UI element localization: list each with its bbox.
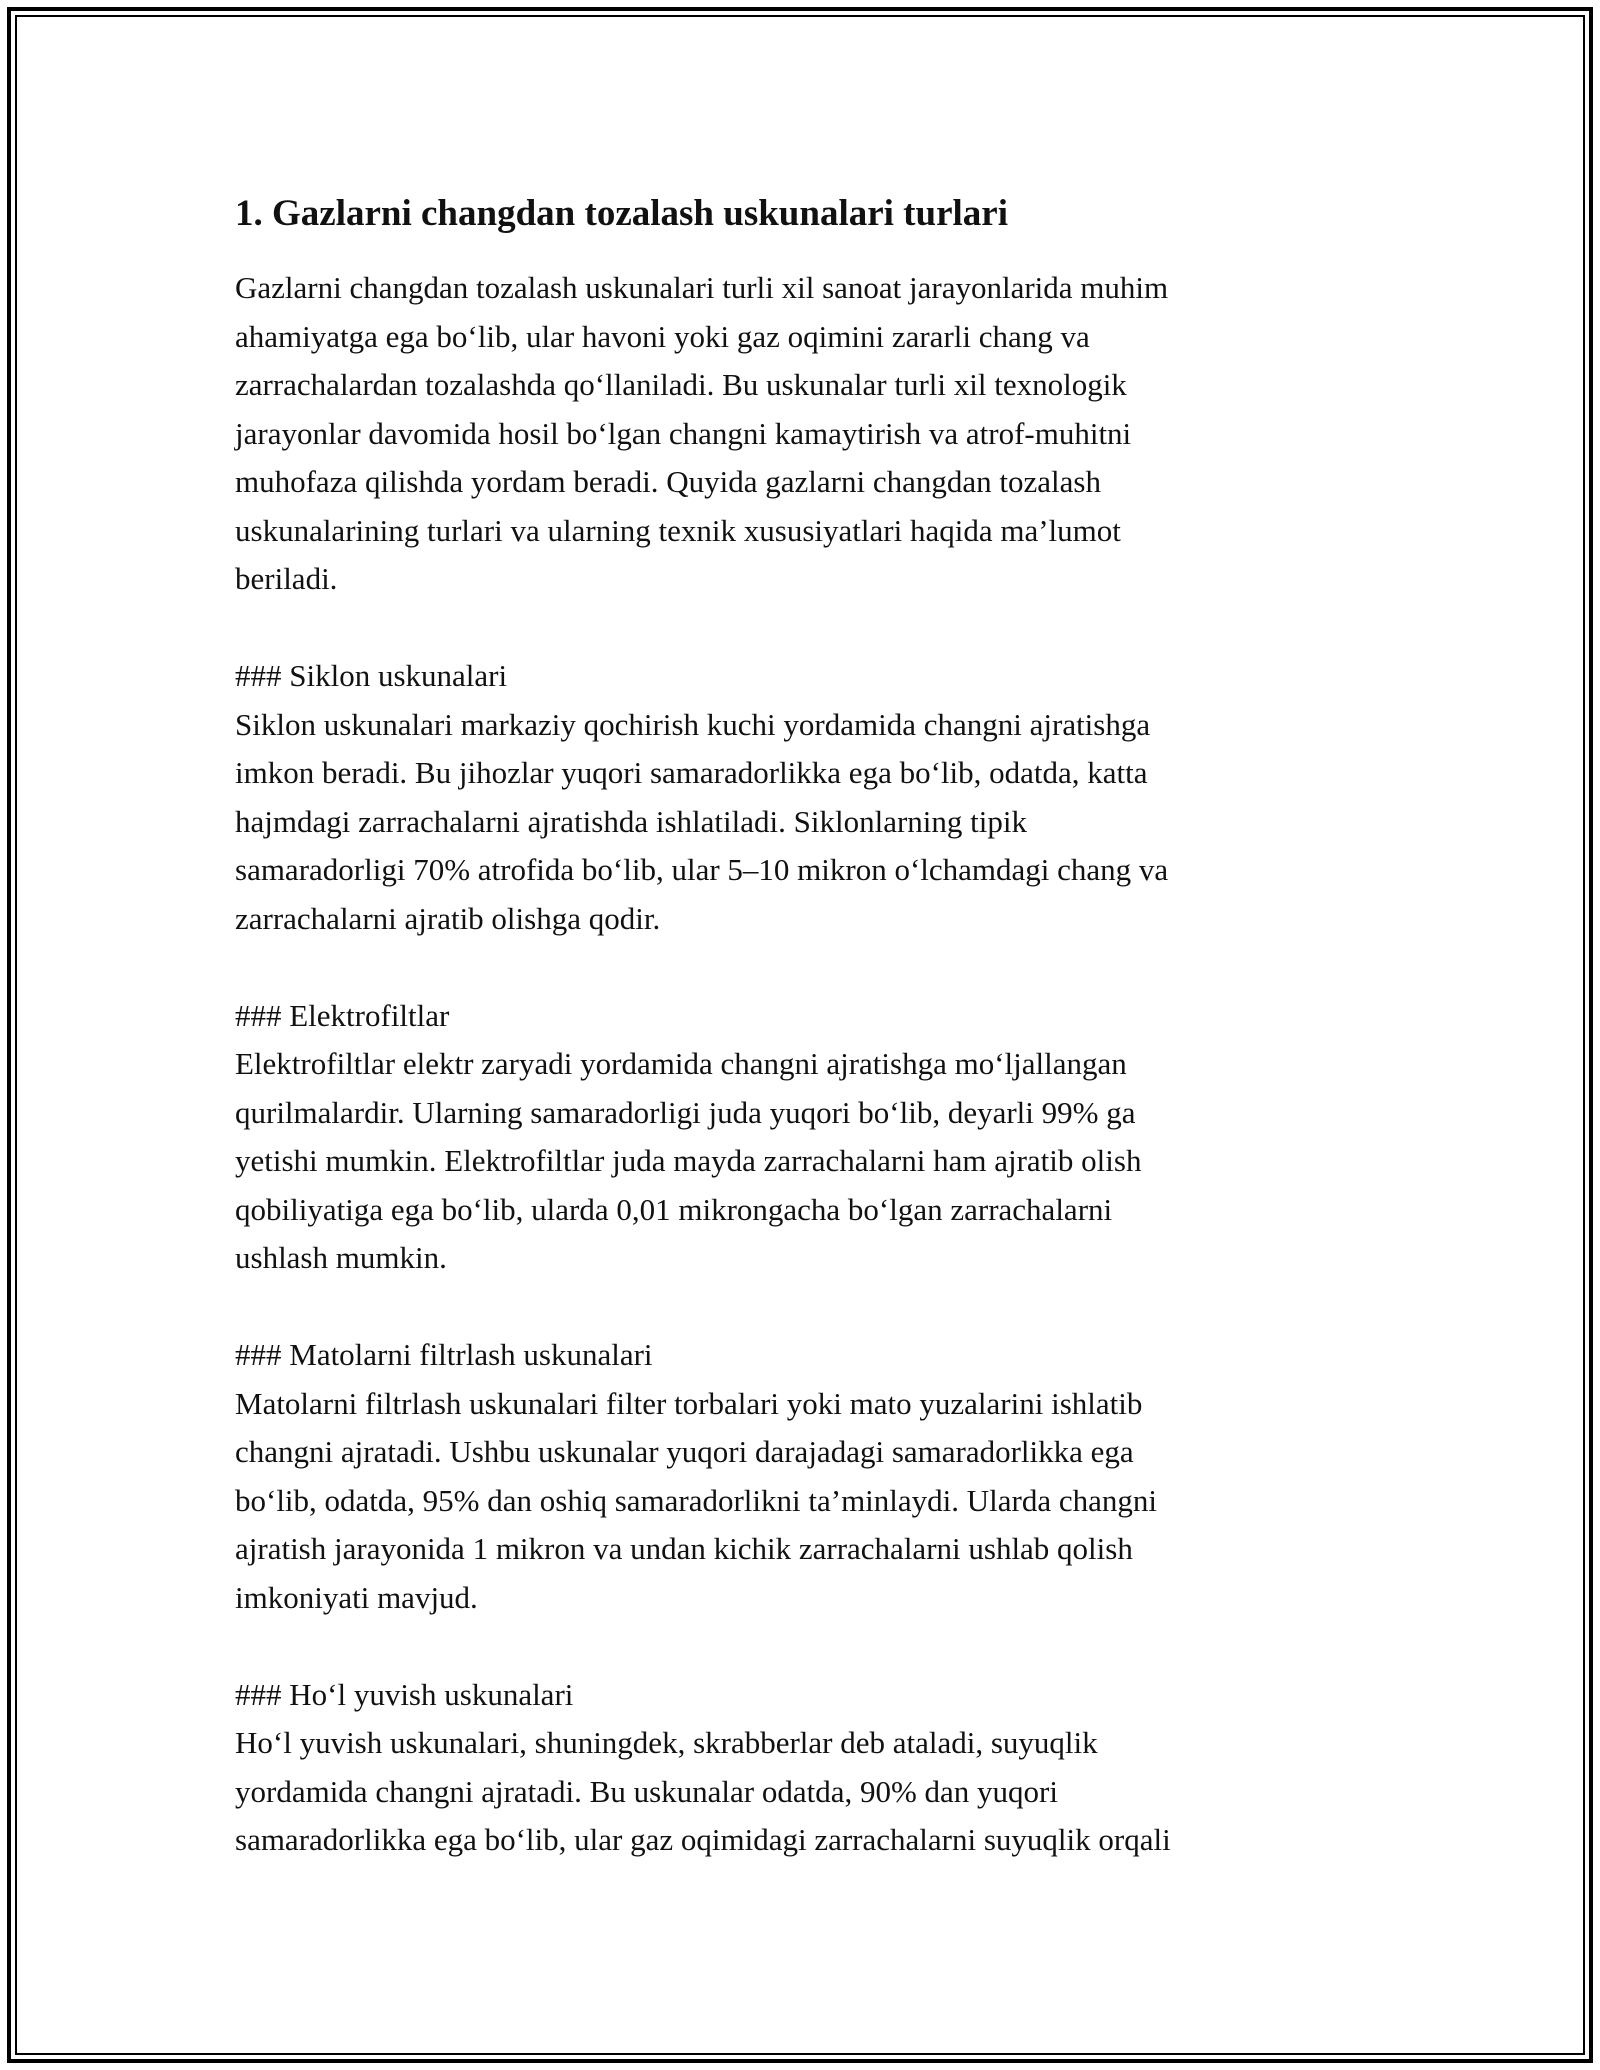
section-heading: ### Matolarni filtrlash uskunalari <box>235 1337 653 1372</box>
paragraph-line: qurilmalardir. Ularning samaradorligi juda yuqori bo‘lib, deyarli 99% ga <box>235 1094 1136 1130</box>
section-hol-yuvish <box>235 1671 1365 1865</box>
section-paragraph <box>235 1719 1365 1865</box>
paragraph-line: yordamida changni ajratadi. Bu uskunalar odatda, 90% dan yuqori <box>235 1773 1058 1809</box>
intro-paragraph <box>235 264 1365 604</box>
paragraph-line: Elektrofiltlar elektr zaryadi yordamida changni ajratishga mo‘ljallangan <box>235 1046 1127 1081</box>
section-heading: ### Siklon uskunalari <box>235 658 508 693</box>
section-matolarni-filtrlash <box>235 1331 1365 1622</box>
paragraph-line: Ho‘l yuvish uskunalari, shuningdek, skrabberlar deb ataladi, suyuqlik <box>235 1725 1098 1760</box>
paragraph-line: ushlash mumkin. <box>235 1240 447 1275</box>
paragraph-line: qobiliyatiga ega bo‘lib, ularda 0,01 mikrongacha bo‘lgan zarrachalarni <box>235 1191 1113 1227</box>
paragraph-line: uskunalarining turlari va ularning texnik xususiyatlari haqida ma’lumot <box>235 512 1121 548</box>
paragraph-line: Siklon uskunalari markaziy qochirish kuchi yordamida changni ajratishga <box>235 706 1151 742</box>
section-paragraph <box>235 1040 1365 1283</box>
section-paragraph <box>235 701 1365 944</box>
section-paragraph <box>235 1380 1365 1623</box>
section-siklon <box>235 652 1365 943</box>
paragraph-line: samaradorlikka ega bo‘lib, ular gaz oqimidagi zarrachalarni suyuqlik orqali <box>235 1822 1171 1857</box>
paragraph-line: Matolarni filtrlash uskunalari filter torbalari yoki mato yuzalarini ishlatib <box>235 1385 1143 1421</box>
paragraph-line: imkon beradi. Bu jihozlar yuqori samaradorlikka ega bo‘lib, odatda, katta <box>235 755 1148 790</box>
paragraph-line: zarrachalarni ajratib olishga qodir. <box>235 900 661 936</box>
paragraph-line: imkoniyati mavjud. <box>235 1579 478 1615</box>
paragraph-line: jarayonlar davomida hosil bo‘lgan changni kamaytirish va atrof-muhitni <box>235 415 1132 451</box>
section-heading: ### Elektrofiltlar <box>235 997 450 1033</box>
paragraph-line: yetishi mumkin. Elektrofiltlar juda mayda zarrachalarni ham ajratib olish <box>235 1143 1142 1178</box>
section-heading: ### Ho‘l yuvish uskunalari <box>235 1676 574 1712</box>
paragraph-line: changni ajratadi. Ushbu uskunalar yuqori darajadagi samaradorlikka ega <box>235 1434 1134 1469</box>
paragraph-line: ahamiyatga ega bo‘lib, ular havoni yoki gaz oqimini zararli chang va <box>235 318 1090 354</box>
paragraph-line: zarrachalardan tozalashda qo‘llaniladi. Bu uskunalar turli xil texnologik <box>235 367 1127 402</box>
section-elektrofiltlar <box>235 992 1365 1283</box>
document-body <box>235 190 1365 1865</box>
paragraph-line: ajratish jarayonida 1 mikron va undan kichik zarrachalarni ushlab qolish <box>235 1531 1133 1566</box>
paragraph-line: bo‘lib, odatda, 95% dan oshiq samaradorlikni ta’minlaydi. Ularda changni <box>235 1482 1158 1518</box>
paragraph-line: Gazlarni changdan tozalash uskunalari turli xil sanoat jarayonlarida muhim <box>235 270 1169 305</box>
paragraph-line: hajmdagi zarrachalarni ajratishda ishlatiladi. Siklonlarning tipik <box>235 803 1027 839</box>
paragraph-line: beriladi. <box>235 561 338 596</box>
paragraph-line: muhofaza qilishda yordam beradi. Quyida gazlarni changdan tozalash <box>235 464 1101 499</box>
document-title: 1. Gazlarni changdan tozalash uskunalari turlari <box>235 193 1008 234</box>
paragraph-line: samaradorligi 70% atrofida bo‘lib, ular 5–10 mikron o‘lchamdagi chang va <box>235 852 1169 887</box>
